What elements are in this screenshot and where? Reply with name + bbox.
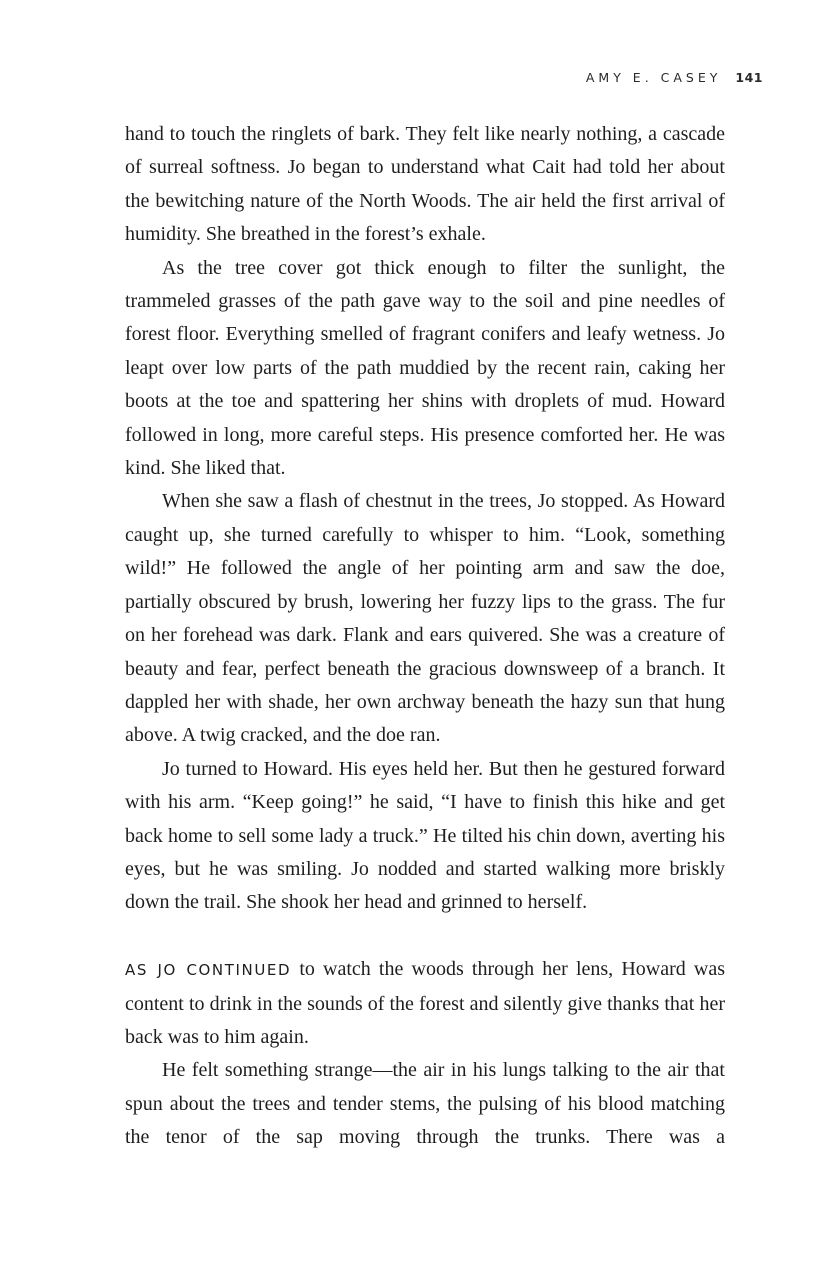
paragraph-6: He felt something strange—the air in his lungs talking to the air that spun about the trees and tender stems, the pulsing of his blood matching the tenor of the sap moving through the trunks. There was a xyxy=(125,1059,725,1149)
page-number: 141 xyxy=(735,70,763,85)
paragraph-3: When she saw a flash of chestnut in the trees, Jo stopped. As Howard caught up, she turned carefully to whisper to him. “Look, something wild!” He followed the angle of her pointing arm and saw the doe, partially obscured by brush, lowering her fuzzy lips to the grass. The fur on her forehead was dark. Flank and ears quivered. She was a creature of beauty and fear, perfect beneath the gracious downsweep of a branch. It dappled her with shade, her own archway beneath the hazy sun that hung above. A twig cracked, and the doe ran. xyxy=(125,490,725,747)
running-head-author: AMY E. CASEY xyxy=(585,70,722,85)
paragraph-4: Jo turned to Howard. His eyes held her. But then he gestured forward with his arm. “Keep going!” he said, “I have to finish this hike and get back home to sell some lady a truck.” He tilted his chin down, averting his eyes, but he was smiling. Jo nodded and started walking more briskly down the trail. She shook her head and grinned to herself. xyxy=(125,757,725,914)
section-lead-in: AS JO CONTINUED xyxy=(125,961,292,980)
paragraph-5-text: to watch the woods through her lens, Howard was content to drink in the sounds of the forest and silently give thanks that her back was to him again. xyxy=(125,958,725,1048)
paragraph-2: As the tree cover got thick enough to filter the sunlight, the trammeled grasses of the path gave way to the soil and pine needles of forest floor. Everything smelled of fragrant conifers and leafy wetness. Jo leapt over low parts of the path muddied by the recent rain, caking her boots at the toe and spattering her shins with droplets of mud. Howard followed in long, more careful steps. His presence comforted her. He was kind. She liked that. xyxy=(125,256,725,480)
running-head xyxy=(586,70,763,85)
body-text xyxy=(125,118,725,1155)
paragraph-1: hand to touch the ringlets of bark. They felt like nearly nothing, a cascade of surreal softness. Jo began to understand what Cait had told her about the bewitching nature of the North Woods. The air held the first arrival of humidity. She breathed in the forest’s exhale. xyxy=(125,123,725,246)
paragraph-5 xyxy=(125,953,725,1054)
